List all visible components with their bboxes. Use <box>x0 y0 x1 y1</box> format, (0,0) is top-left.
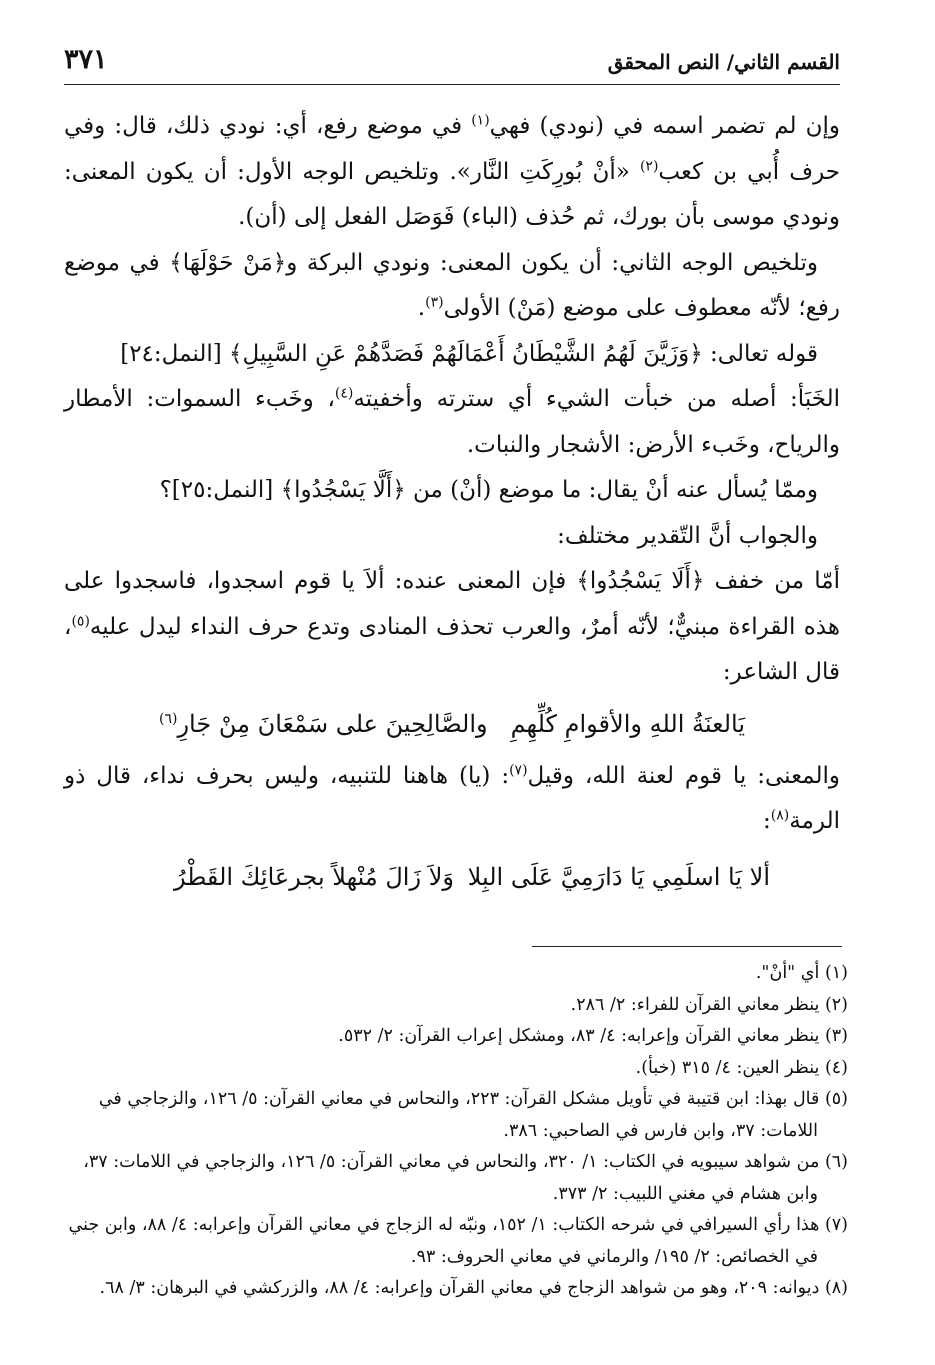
verse-first-hemistich: يَالعنَةُ اللهِ والأقوامِ كُلِّهِمِ <box>510 709 745 738</box>
poetry-verse <box>64 845 840 909</box>
paragraph: والجواب أنَّ التّقدير مختلف: <box>557 522 818 549</box>
footnote-ref[interactable]: (١) <box>471 112 490 129</box>
paragraph: وإن لم تضمر اسمه في (نودي) فهي$^{(١)}$ في موضع رفع، أي: نودي ذلك، قال: وفي حرف أُبي بن كعب$^{(٢)}$ «أنْ بُورِكَتِ النَّار». وتلخيص الوجه الأول: أن يكون المعنى: ونودي موسى بأن بورك، ثم حُذف (الباء) فَوَصَل الفعل إلى (أن). <box>64 112 840 230</box>
footnote: (١) أي "أنْ". <box>755 963 848 983</box>
footnote-ref[interactable]: (٣) <box>425 294 444 311</box>
footnote-ref[interactable]: (٦) <box>159 710 178 727</box>
footnote: (٦) من شواهد سيبويه في الكتاب: ١/ ٣٢٠، والنحاس في معاني القرآن: ٥/ ١٢٦، والزجاجي في اللامات: ٣٧، وابن هشام في مغني اللبيب: ٢/ ٣٧٣. <box>83 1152 848 1204</box>
footnote-ref[interactable]: (٥) <box>71 612 90 629</box>
quran-verse-line: قوله تعالى: ﴿وَزَيَّنَ لَهُمُ الشَّيْطَانُ أَعْمَالَهُمْ فَصَدَّهُمْ عَنِ السَّبِيلِ﴾ [النمل:٢٤] <box>120 340 818 367</box>
footnote: (٣) ينظر معاني القرآن وإعرابه: ٤/ ٨٣، ومشكل إعراب القرآن: ٢/ ٥٣٢. <box>338 1026 848 1046</box>
footnote-ref[interactable]: (٤) <box>334 385 354 402</box>
section-title: القسم الثاني/ النص المحقق <box>607 50 840 74</box>
paragraph: وتلخيص الوجه الثاني: أن يكون المعنى: ونودي البركة و﴿مَنْ حَوْلَهَا﴾ في موضع رفع؛ لأنّه معطوف على موضع (مَنْ) الأولى$^{(٣)}$. <box>64 249 840 321</box>
footnote-separator <box>532 946 842 947</box>
verse-first-hemistich: ألا يَا اسلَمِي يَا دَارَمِيَّ عَلَى البِلا <box>467 862 770 891</box>
main-text <box>64 104 840 909</box>
running-header <box>64 40 840 85</box>
footnote-ref[interactable]: (٢) <box>639 157 659 174</box>
footnote-ref[interactable]: (٨) <box>770 807 790 824</box>
footnote: (٢) ينظر معاني القرآن للفراء: ٢/ ٢٨٦. <box>570 994 848 1015</box>
paragraph: والمعنى: يا قوم لعنة الله، وقيل$^{(٧)}$: (يا) هاهنا للتنبيه، وليس بحرف نداء، قال ذو الرمة$^{(٨)}$: <box>64 761 840 834</box>
paragraph: أمّا من خفف ﴿أَلَا يَسْجُدُوا﴾ فإن المعنى عنده: ألاَ يا قوم اسجدوا، فاسجدوا على هذه القراءة مبنيٌّ؛ لأنّه أمرٌ، والعرب تحذف المنادى وتدع حرف النداء ليدل عليه$^{(٥)}$، قال الشاعر: <box>64 568 840 685</box>
footnote: (٨) ديوانه: ٢٠٩، وهو من شواهد الزجاج في معاني القرآن وإعرابه: ٤/ ٨٨، والزركشي في البرهان: ٣/ ٦٨. <box>99 1278 848 1298</box>
footnote: (٧) هذا رأي السيرافي في شرحه الكتاب: ١/ ١٥٢، ونبّه له الزجاج في معاني القرآن وإعرابه: ٤/ ٨٨، وابن جني في الخصائص: ٢/ ١٩٥/ والرماني في معاني الحروف: ٩٣. <box>68 1215 848 1267</box>
footnote: (٥) قال بهذا: ابن قتيبة في تأويل مشكل القرآن: ٢٢٣، والنحاس في معاني القرآن: ٥/ ١٢٦، والزجاجي في اللامات: ٣٧، وابن فارس في الصاحبي: ٣٨٦. <box>98 1089 848 1141</box>
footnotes <box>64 958 848 1305</box>
verse-second-hemistich: والصَّالِحِينَ على سَمْعَانَ مِنْ جَارِ$^{(٦)}$ <box>159 709 488 738</box>
poetry-verse <box>64 696 840 754</box>
footnote-ref[interactable]: (٧) <box>509 761 528 778</box>
footnote: (٤) ينظر العين: ٤/ ٣١٥ (خبأ). <box>635 1057 848 1078</box>
verse-second-hemistich: وَلاَ زَالَ مُنْهلاً بجرعَائِكَ القَطْرُ <box>174 862 454 891</box>
page-number: ٣٧١ <box>64 44 108 75</box>
paragraph: وممّا يُسأل عنه أنْ يقال: ما موضع (أنْ) من ﴿أَلَّا يَسْجُدُوا﴾ [النمل:٢٥]؟ <box>159 477 818 503</box>
paragraph: الخَبَأ: أصله من خبأت الشيء أي سترته وأخفيته$^{(٤)}$، وخَبء السموات: الأمطار والرياح، وخَبء الأرض: الأشجار والنبات. <box>64 385 841 458</box>
